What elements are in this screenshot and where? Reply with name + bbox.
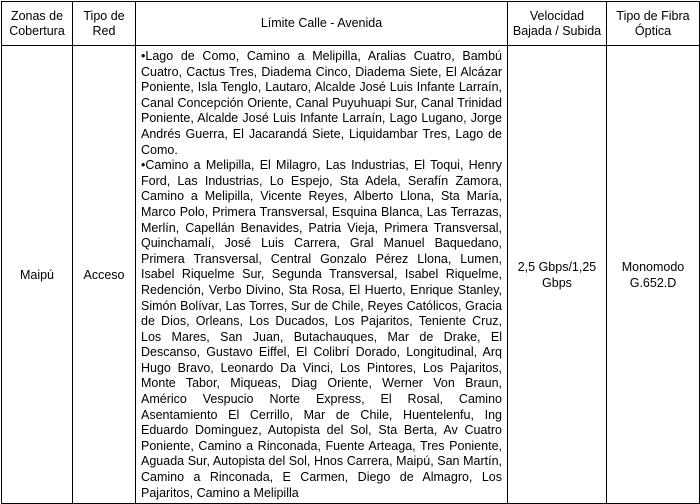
header-limits: Límite Calle - Avenida — [136, 2, 508, 46]
limits-paragraph-2: •Camino a Melipilla, El Milagro, Las Industrias, El Toqui, Henry Ford, Las Industrias, Lo Espejo, Sta Adela, Serafín Zamora, Camino a Melipilla, Vicente Reyes, Alberto Llona, Sta María, Marco Polo, Primera Transversal, Esquina Blanca, Las Terrazas, Merlín, Capellán Benavides, Patria Vieja, Primera Transversal, Quinchamalí, José Luis Carrera, Gral Manuel Baquedano, Primera Transversal, Central Gonzalo Pérez Llona, Lumen, Isabel Riquelme Sur, Segunda Transversal, Isabel Riquelme, Redención, Verbo Divino, Sta Rosa, El Huerto, Enrique Stanley, Simón Bolívar, Las Torres, Sur de Chile, Reyes Católicos, Gracia de Dios, Orleans, Los Ducados, Los Pajaritos, Teniente Cruz, Los Mares, San Juan, Butachauques, Mar de Drake, El Descanso, Gustavo Eiffel, El Colibrí Dorado, Longitudinal, Arq Hugo Bravo, Leonardo Da Vinci, Los Pintores, Los Pajaritos, Monte Tabor, Miqueas, Diag Oriente, Werner Von Braun, Américo Vespucio Norte Express, El Rosal, Camino Asentamiento El Cerrillo, Mar de Chile, Huentelenfu, Ing Eduardo Dominguez, Autopista del Sol, Sta Berta, Av Cuatro Poniente, Camino a Rinconada, Fuente Arteaga, Tres Poniente, Aguada Sur, Autopista del Sol, Hnos Carrera, Maipú, San Martín, Camino a Rinconada, E Carmen, Diego de Almagro, Los Pajaritos, Camino a Melipilla — [141, 158, 502, 500]
header-zone: Zonas de Cobertura — [2, 2, 73, 46]
header-fiber-type: Tipo de Fibra Óptica — [607, 2, 700, 46]
limits-paragraph-1: •Lago de Como, Camino a Melipilla, Aralias Cuatro, Bambú Cuatro, Cactus Tres, Diadema Cinco, Diadema Siete, El Alcázar Poniente, Isla Tenglo, Lautaro, Alcalde José Luis Infante Larraín, Canal Concepción Oriente, Canal Puyuhuapi Sur, Canal Trinidad Poniente, Alcalde José Luis Infante Larraín, Lago Lugano, Jorge Andrés Guerra, El Jacarandá Siete, Liquidambar Tres, Lago de Como. — [141, 49, 502, 157]
header-row — [2, 2, 700, 46]
cell-fiber-type: Monomodo G.652.D — [607, 46, 700, 504]
cell-zone: Maipú — [2, 46, 73, 504]
coverage-table — [1, 1, 700, 504]
cell-network-type: Acceso — [73, 46, 136, 504]
cell-speed: 2,5 Gbps/1,25 Gbps — [508, 46, 607, 504]
header-network-type: Tipo de Red — [73, 2, 136, 46]
header-speed: Velocidad Bajada / Subida — [508, 2, 607, 46]
table-row — [2, 46, 700, 504]
cell-limits — [136, 46, 508, 504]
